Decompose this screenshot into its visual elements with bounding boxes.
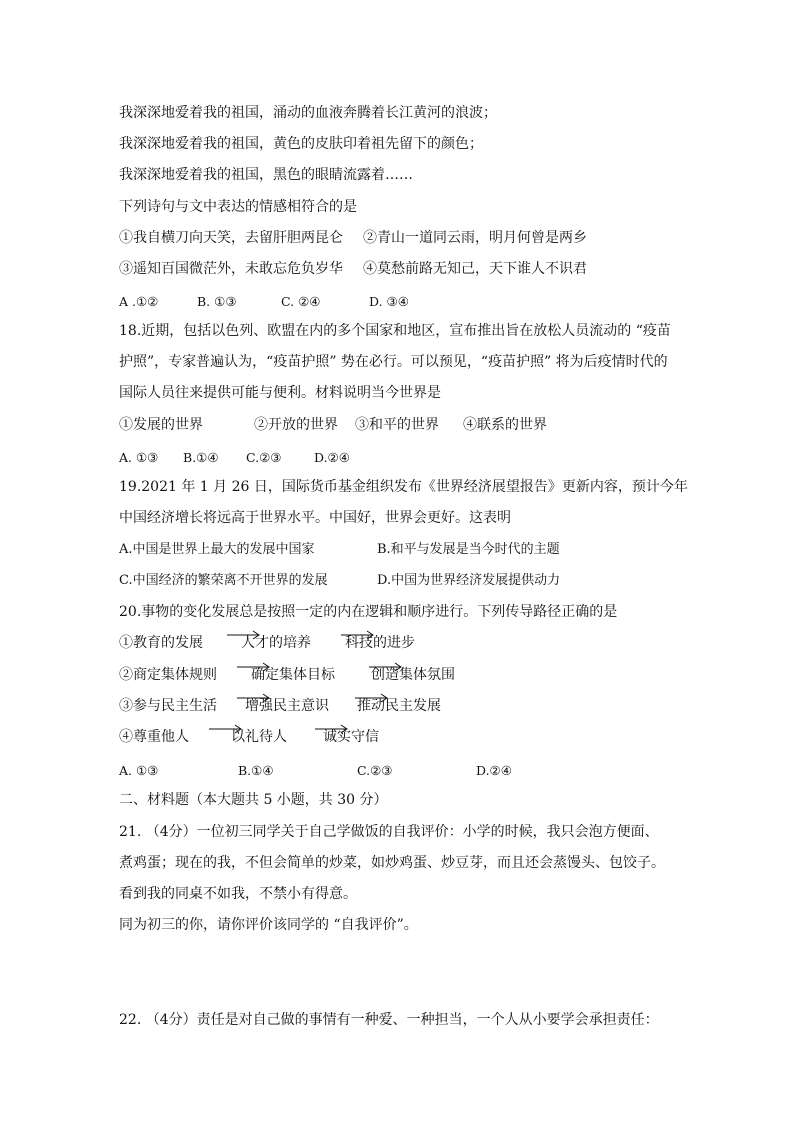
q18-choice-a: A. ①③ [119, 450, 159, 465]
q20-path-1-step-1: ①教育的发展 [119, 635, 203, 651]
q20-path-4-step-2: 以礼待人 [231, 729, 287, 745]
q19-choice-d: D.中国为世界经济发展提供动力 [377, 573, 561, 588]
q20-choice-a: A. ①③ [119, 763, 159, 778]
q20-path-1-step-3: 科技的进步 [345, 635, 415, 651]
q20-path-3-step-2: 增强民主意识 [245, 698, 329, 714]
q20-choice-b: B.①④ [238, 763, 274, 778]
q18-option-2: ②开放的世界 [254, 417, 338, 433]
q20-stem: 20.事物的变化发展总是按照一定的内在逻辑和顺序进行。下列传导路径正确的是 [119, 604, 618, 620]
q17-option-1: ①我自横刀向天笑，去留肝胆两昆仑 [119, 230, 343, 246]
q19-choice-a: A.中国是世界上最大的发展中国家 [119, 542, 315, 557]
section-2-title: 二、材料题（本大题共 5 小题，共 30 分） [119, 792, 388, 808]
q17-choice-a: A .①② [119, 294, 159, 309]
q20-path-3-step-1: ③参与民主生活 [119, 698, 217, 714]
q19-line-2: 中国经济增长将远高于世界水平。中国好，世界会更好。这表明 [119, 510, 511, 526]
q20-choice-d: D.②④ [476, 763, 512, 778]
q17-choice-c: C. ②④ [281, 294, 321, 309]
q17-choice-d: D. ③④ [369, 294, 409, 309]
q21-line-2: 煮鸡蛋；现在的我，不但会简单的炒菜，如炒鸡蛋、炒豆芽，而且还会蒸馒头、包饺子。 [119, 855, 665, 871]
q17-option-4: ④莫愁前路无知己，天下谁人不识君 [363, 261, 587, 277]
poem-line-1: 我深深地爱着我的祖国，涌动的血液奔腾着长江黄河的浪波； [119, 105, 497, 121]
q20-path-4-step-1: ④尊重他人 [119, 729, 189, 745]
q18-line-2: 护照”，专家普遍认为，“疫苗护照” 势在必行。可以预见，“疫苗护照” 将为后疫情时代的 [119, 354, 668, 370]
q21-line-4: 同为初三的你，请你评价该同学的 “自我评价”。 [119, 917, 418, 933]
q20-path-3-step-3: 推动民主发展 [357, 698, 441, 714]
q18-line-1: 18.近期，包括以色列、欧盟在内的多个国家和地区，宣布推出旨在放松人员流动的 “疫苗 [119, 323, 671, 339]
q17-stem: 下列诗句与文中表达的情感相符合的是 [119, 199, 357, 215]
q18-choice-b: B.①④ [183, 450, 219, 465]
q18-choice-c: C.②③ [246, 450, 282, 465]
q17-option-3: ③遥知百国微茫外，未敢忘危负岁华 [119, 261, 343, 277]
poem-line-3: 我深深地爱着我的祖国，黑色的眼睛流露着…… [119, 167, 413, 183]
q20-path-2-step-1: ②商定集体规则 [119, 667, 217, 683]
q17-choice-b: B. ①③ [197, 294, 237, 309]
poem-line-2: 我深深地爱着我的祖国，黄色的皮肤印着祖先留下的颜色； [119, 136, 483, 152]
q18-option-3: ③和平的世界 [355, 417, 439, 433]
q19-choice-c: C.中国经济的繁荣离不开世界的发展 [119, 573, 328, 588]
q18-option-1: ①发展的世界 [119, 417, 203, 433]
q22-line-1: 22. （4分）责任是对自己做的事情有一种爱、一种担当，一个人从小要学会承担责任： [119, 1012, 659, 1028]
q20-path-2-step-3: 创造集体氛围 [371, 667, 455, 683]
q20-path-4-step-3: 诚实守信 [323, 729, 379, 745]
q20-path-1-step-2: 人才的培养 [241, 635, 311, 651]
q19-choice-b: B.和平与发展是当今时代的主题 [377, 542, 560, 557]
q17-option-2: ②青山一道同云雨，明月何曾是两乡 [363, 230, 587, 246]
q18-choice-d: D.②④ [314, 450, 350, 465]
q20-path-2-step-2: 确定集体目标 [251, 667, 335, 683]
q19-line-1: 19.2021 年 1 月 26 日，国际货币基金组织发布《世界经济展望报告》更新内容，预计今年 [119, 479, 688, 495]
q21-line-3: 看到我的同桌不如我，不禁小有得意。 [119, 886, 357, 902]
q18-line-3: 国际人员往来提供可能与便利。材料说明当今世界是 [119, 385, 441, 401]
q21-line-1: 21. （4分）一位初三同学关于自己学做饭的自我评价：小学的时候，我只会泡方便面、 [119, 824, 659, 840]
q18-option-4: ④联系的世界 [463, 417, 547, 433]
q20-choice-c: C.②③ [357, 763, 393, 778]
